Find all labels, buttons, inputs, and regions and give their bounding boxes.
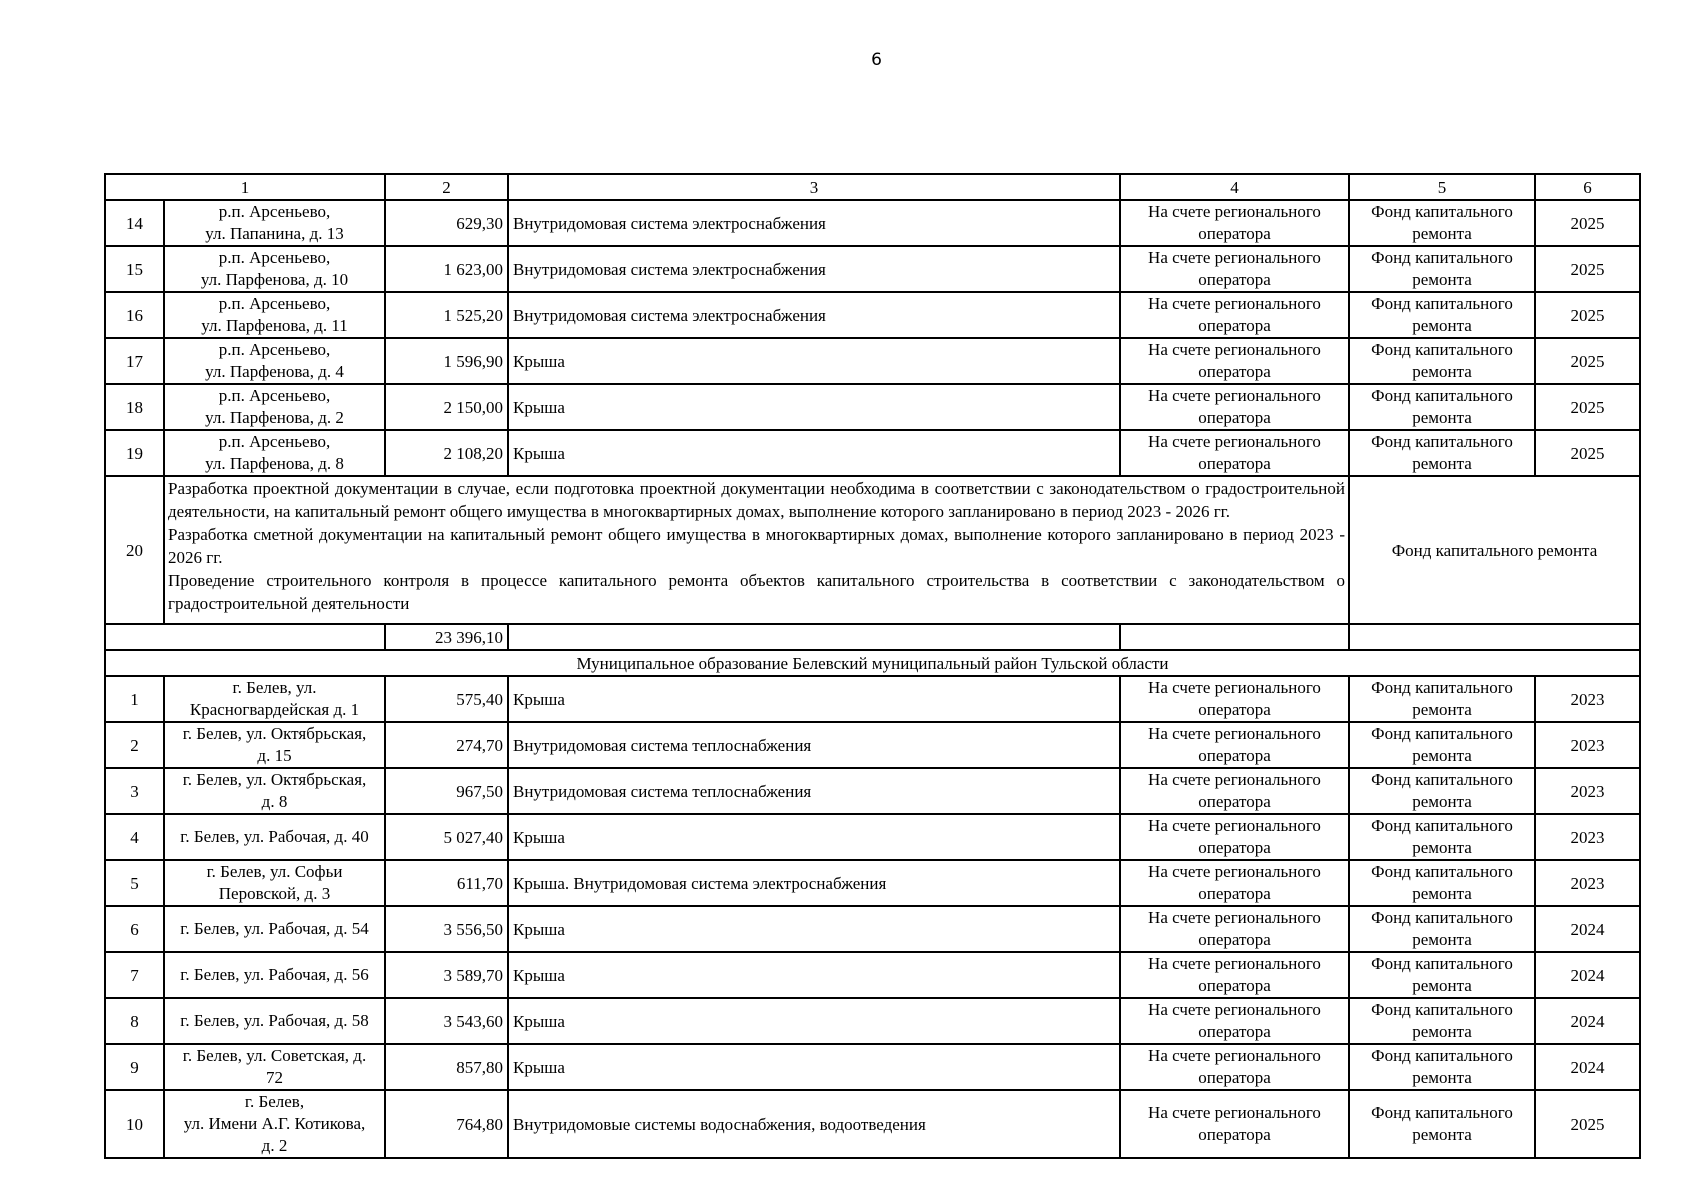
account-cell: На счете регионального оператора [1120,952,1349,998]
funding-source-cell: Фонд капитального ремонта [1349,1044,1535,1090]
table-row [105,246,1640,292]
work-type-cell: Внутридомовая система теплоснабжения [508,722,1120,768]
row-number: 4 [105,814,164,860]
work-type-cell: Крыша. Внутридомовая система электроснабжения [508,860,1120,906]
year-cell: 2023 [1535,814,1640,860]
area-cell: 1 623,00 [385,246,508,292]
funding-source-cell: Фонд капитального ремонта [1349,906,1535,952]
area-cell: 764,80 [385,1090,508,1158]
empty-cell [1120,624,1349,650]
row-number: 20 [105,476,164,624]
area-cell: 3 589,70 [385,952,508,998]
table-row [105,722,1640,768]
account-cell: На счете регионального оператора [1120,814,1349,860]
address-cell: г. Белев, ул. Рабочая, д. 58 [164,998,385,1044]
area-cell: 3 543,60 [385,998,508,1044]
total-label-cell [105,624,385,650]
table-row [105,676,1640,722]
work-type-cell: Крыша [508,384,1120,430]
area-cell: 857,80 [385,1044,508,1090]
header-cell-5: 5 [1349,174,1535,200]
table-row [105,338,1640,384]
table-row [105,952,1640,998]
account-cell: На счете регионального оператора [1120,246,1349,292]
table-body [105,174,1640,1158]
account-cell: На счете регионального оператора [1120,384,1349,430]
address-cell: г. Белев, ул. Рабочая, д. 54 [164,906,385,952]
area-cell: 3 556,50 [385,906,508,952]
capital-repair-table [104,173,1641,1159]
year-cell: 2025 [1535,430,1640,476]
year-cell: 2023 [1535,722,1640,768]
address-cell: г. Белев, ул. Советская, д. 72 [164,1044,385,1090]
address-cell: г. Белев, ул. Октябрьская, д. 15 [164,722,385,768]
funding-source-cell: Фонд капитального ремонта [1349,998,1535,1044]
header-cell-1: 1 [105,174,385,200]
row-number: 17 [105,338,164,384]
account-cell: На счете регионального оператора [1120,676,1349,722]
area-cell: 5 027,40 [385,814,508,860]
table-row [105,814,1640,860]
funding-source-cell: Фонд капитального ремонта [1349,1090,1535,1158]
row-number: 18 [105,384,164,430]
work-type-cell: Внутридомовые системы водоснабжения, водоотведения [508,1090,1120,1158]
header-row [105,174,1640,200]
table-row [105,860,1640,906]
row-number: 19 [105,430,164,476]
work-type-cell: Внутридомовая система электроснабжения [508,246,1120,292]
header-cell-6: 6 [1535,174,1640,200]
area-cell: 2 150,00 [385,384,508,430]
table-row [105,1044,1640,1090]
row-number: 5 [105,860,164,906]
work-type-cell: Крыша [508,430,1120,476]
account-cell: На счете регионального оператора [1120,722,1349,768]
account-cell: На счете регионального оператора [1120,430,1349,476]
area-cell: 274,70 [385,722,508,768]
year-cell: 2024 [1535,998,1640,1044]
address-cell: р.п. Арсеньево, ул. Парфенова, д. 11 [164,292,385,338]
year-cell: 2025 [1535,200,1640,246]
year-cell: 2023 [1535,860,1640,906]
description-paragraph: Разработка проектной документации в случае, если подготовка проектной документации необходима в соответствии с законодательством о градостроительной деятельности, на капитальный ремонт общего имущества в многоквартирных домах, выполнение которого запланировано в период 2023 - 2026 гг. [168,479,1345,521]
description-paragraph: Проведение строительного контроля в процессе капитального ремонта объектов капитального строительства в соответствии с законодательством о градостроительной деятельности [168,571,1345,613]
table-row-20 [105,476,1640,624]
funding-source-cell: Фонд капитального ремонта [1349,952,1535,998]
table-row [105,384,1640,430]
work-type-cell: Крыша [508,338,1120,384]
total-row [105,624,1640,650]
funding-source-cell: Фонд капитального ремонта [1349,384,1535,430]
section-row [105,650,1640,676]
funding-source-cell: Фонд капитального ремонта [1349,476,1640,624]
row-number: 16 [105,292,164,338]
work-type-cell: Крыша [508,1044,1120,1090]
section-title: Муниципальное образование Белевский муниципальный район Тульской области [105,650,1640,676]
address-cell: г. Белев, ул. Имени А.Г. Котикова, д. 2 [164,1090,385,1158]
table-row [105,998,1640,1044]
row-number: 10 [105,1090,164,1158]
account-cell: На счете регионального оператора [1120,998,1349,1044]
funding-source-cell: Фонд капитального ремонта [1349,430,1535,476]
funding-source-cell: Фонд капитального ремонта [1349,246,1535,292]
address-cell: г. Белев, ул. Софьи Перовской, д. 3 [164,860,385,906]
header-cell-2: 2 [385,174,508,200]
funding-source-cell: Фонд капитального ремонта [1349,200,1535,246]
work-type-cell: Внутридомовая система электроснабжения [508,292,1120,338]
work-type-cell: Крыша [508,998,1120,1044]
address-cell: г. Белев, ул. Рабочая, д. 56 [164,952,385,998]
table-row [105,1090,1640,1158]
area-cell: 1 596,90 [385,338,508,384]
work-type-cell: Крыша [508,676,1120,722]
work-type-cell: Крыша [508,952,1120,998]
year-cell: 2025 [1535,292,1640,338]
area-cell: 575,40 [385,676,508,722]
row-number: 14 [105,200,164,246]
area-cell: 629,30 [385,200,508,246]
row-number: 7 [105,952,164,998]
address-cell: г. Белев, ул. Октябрьская, д. 8 [164,768,385,814]
address-cell: г. Белев, ул. Красногвардейская д. 1 [164,676,385,722]
row-number: 9 [105,1044,164,1090]
year-cell: 2024 [1535,1044,1640,1090]
empty-cell [508,624,1120,650]
funding-source-cell: Фонд капитального ремонта [1349,722,1535,768]
funding-source-cell: Фонд капитального ремонта [1349,292,1535,338]
table-row [105,200,1640,246]
account-cell: На счете регионального оператора [1120,1090,1349,1158]
address-cell: р.п. Арсеньево, ул. Парфенова, д. 2 [164,384,385,430]
description-paragraph: Разработка сметной документации на капитальный ремонт общего имущества в многоквартирных домах, выполнение которого запланировано в период 2023 - 2026 гг. [168,525,1345,567]
year-cell: 2023 [1535,768,1640,814]
year-cell: 2024 [1535,952,1640,998]
table-row [105,292,1640,338]
year-cell: 2025 [1535,1090,1640,1158]
address-cell: р.п. Арсеньево, ул. Парфенова, д. 10 [164,246,385,292]
area-cell: 967,50 [385,768,508,814]
row-number: 2 [105,722,164,768]
empty-cell [1349,624,1640,650]
work-type-cell: Внутридомовая система электроснабжения [508,200,1120,246]
year-cell: 2025 [1535,338,1640,384]
row-number: 8 [105,998,164,1044]
table-row [105,768,1640,814]
account-cell: На счете регионального оператора [1120,292,1349,338]
header-cell-3: 3 [508,174,1120,200]
funding-source-cell: Фонд капитального ремонта [1349,860,1535,906]
work-type-cell: Внутридомовая система теплоснабжения [508,768,1120,814]
account-cell: На счете регионального оператора [1120,200,1349,246]
funding-source-cell: Фонд капитального ремонта [1349,814,1535,860]
year-cell: 2023 [1535,676,1640,722]
row-number: 1 [105,676,164,722]
account-cell: На счете регионального оператора [1120,1044,1349,1090]
year-cell: 2024 [1535,906,1640,952]
table-row [105,430,1640,476]
work-type-cell: Крыша [508,906,1120,952]
area-cell: 611,70 [385,860,508,906]
funding-source-cell: Фонд капитального ремонта [1349,676,1535,722]
table-row [105,906,1640,952]
year-cell: 2025 [1535,384,1640,430]
row-number: 6 [105,906,164,952]
page-number: 6 [871,50,882,70]
address-cell: г. Белев, ул. Рабочая, д. 40 [164,814,385,860]
funding-source-cell: Фонд капитального ремонта [1349,768,1535,814]
account-cell: На счете регионального оператора [1120,860,1349,906]
total-area-cell: 23 396,10 [385,624,508,650]
area-cell: 2 108,20 [385,430,508,476]
area-cell: 1 525,20 [385,292,508,338]
address-cell: р.п. Арсеньево, ул. Парфенова, д. 4 [164,338,385,384]
funding-source-cell: Фонд капитального ремонта [1349,338,1535,384]
address-cell: р.п. Арсеньево, ул. Парфенова, д. 8 [164,430,385,476]
year-cell: 2025 [1535,246,1640,292]
account-cell: На счете регионального оператора [1120,906,1349,952]
works-description-cell [164,476,1349,624]
row-number: 3 [105,768,164,814]
account-cell: На счете регионального оператора [1120,768,1349,814]
work-type-cell: Крыша [508,814,1120,860]
header-cell-4: 4 [1120,174,1349,200]
row-number: 15 [105,246,164,292]
account-cell: На счете регионального оператора [1120,338,1349,384]
address-cell: р.п. Арсеньево, ул. Папанина, д. 13 [164,200,385,246]
